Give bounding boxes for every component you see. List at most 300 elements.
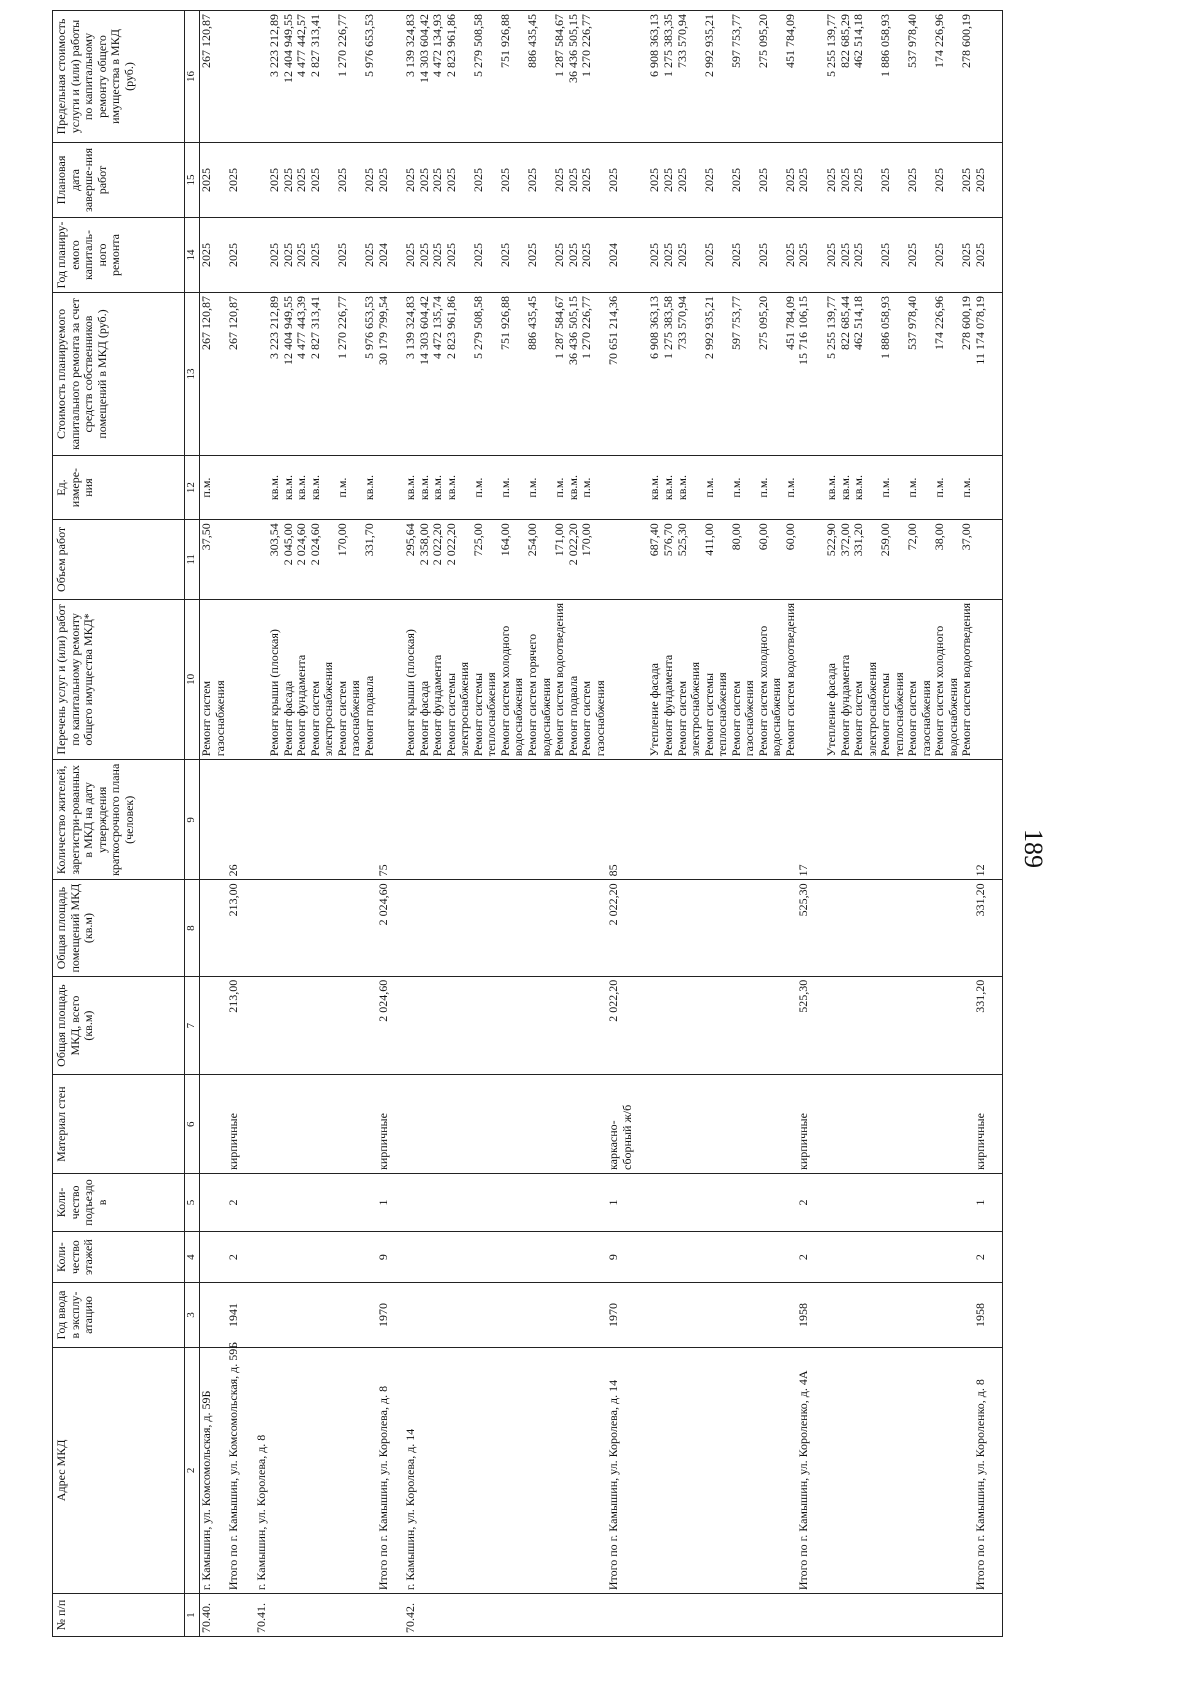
table-row	[499, 11, 526, 1637]
cell-col-4	[757, 1231, 784, 1282]
table-row	[295, 11, 309, 1637]
cell-col-16: 5 255 139,77	[825, 11, 839, 143]
cell-col-12: кв.м.	[676, 455, 703, 519]
cell-col-5: 1	[974, 1174, 988, 1232]
cell-col-3: 1958	[974, 1283, 988, 1347]
cell-col-7	[988, 976, 1003, 1075]
cell-col-2	[336, 1347, 363, 1594]
cell-col-12	[255, 455, 269, 519]
cell-col-8	[336, 880, 363, 976]
cell-col-12: п.м.	[580, 455, 607, 519]
cell-col-4	[282, 1231, 296, 1282]
cell-col-12: п.м.	[784, 455, 798, 519]
cell-col-13: 2 992 935,21	[703, 293, 730, 456]
cell-col-3	[553, 1283, 567, 1347]
cell-col-6	[852, 1075, 879, 1174]
table-row	[363, 11, 377, 1637]
cell-col-1	[730, 1594, 757, 1637]
cell-col-7: 331,20	[974, 976, 988, 1075]
cell-col-5	[282, 1174, 296, 1232]
cell-col-14	[811, 218, 825, 293]
cell-col-4	[255, 1231, 269, 1282]
cell-col-7: 2 022,20	[607, 976, 634, 1075]
table-row	[431, 11, 445, 1637]
spacer-row	[811, 11, 825, 1637]
cell-col-15: 2025	[676, 142, 703, 217]
cell-col-7	[703, 976, 730, 1075]
cell-col-1	[607, 1594, 634, 1637]
cell-col-10: Ремонт систем газоснабжения	[730, 599, 757, 760]
cell-col-5	[906, 1174, 933, 1232]
cell-col-8: 331,20	[974, 880, 988, 976]
cell-col-14: 2025	[363, 218, 377, 293]
cell-col-5	[309, 1174, 336, 1232]
cell-col-6	[879, 1075, 906, 1174]
cell-col-6	[282, 1075, 296, 1174]
cell-col-16: 1 287 584,67	[553, 11, 567, 143]
cell-col-12: п.м.	[703, 455, 730, 519]
cell-col-7	[567, 976, 581, 1075]
cell-col-16: 3 139 324,83	[404, 11, 418, 143]
cell-col-16: 36 436 505,15	[567, 11, 581, 143]
column-header-10: Перечень услуг и (или) работ по капитальному ремонту общего имущества МКД*	[53, 599, 185, 760]
cell-col-7: 525,30	[797, 976, 811, 1075]
cell-col-14: 2025	[825, 218, 839, 293]
cell-col-16	[390, 11, 404, 143]
cell-col-7	[960, 976, 974, 1075]
cell-col-1: 70.42.	[404, 1594, 418, 1637]
table-row	[797, 11, 811, 1637]
cell-col-3	[268, 1283, 282, 1347]
cell-col-8	[268, 880, 282, 976]
table-row	[648, 11, 662, 1637]
cell-col-4: 2	[974, 1231, 988, 1282]
cell-col-10	[988, 599, 1003, 760]
cell-col-7	[200, 976, 228, 1075]
cell-col-12	[634, 455, 648, 519]
cell-col-8	[472, 880, 499, 976]
cell-col-8	[499, 880, 526, 976]
cell-col-2: Итого по г. Камышин, ул. Королева, д. 8	[377, 1347, 391, 1594]
cell-col-12: кв.м.	[662, 455, 676, 519]
cell-col-7	[906, 976, 933, 1075]
cell-col-1	[241, 1594, 255, 1637]
cell-col-6: кирпичные	[974, 1075, 988, 1174]
cell-col-6	[988, 1075, 1003, 1174]
cell-col-2: Итого по г. Камышин, ул. Королева, д. 14	[607, 1347, 634, 1594]
cell-col-16: 275 095,20	[757, 11, 784, 143]
cell-col-15: 2025	[730, 142, 757, 217]
cell-col-5: 2	[227, 1174, 241, 1232]
cell-col-11: 2 024,60	[309, 520, 336, 599]
cell-col-7	[282, 976, 296, 1075]
cell-col-3	[363, 1283, 377, 1347]
cell-col-5	[634, 1174, 648, 1232]
cell-col-14: 2025	[295, 218, 309, 293]
cell-col-9	[418, 760, 432, 880]
column-number-4: 4	[185, 1231, 200, 1282]
cell-col-10: Утепление фасада	[648, 599, 662, 760]
cell-col-14: 2025	[553, 218, 567, 293]
cell-col-7	[553, 976, 567, 1075]
cell-col-1	[499, 1594, 526, 1637]
cell-col-7	[648, 976, 662, 1075]
cell-col-15: 2025	[797, 142, 811, 217]
table-row	[445, 11, 472, 1637]
cell-col-7	[336, 976, 363, 1075]
cell-col-2	[499, 1347, 526, 1594]
cell-col-8	[309, 880, 336, 976]
cell-col-9: 12	[974, 760, 988, 880]
cell-col-5	[200, 1174, 228, 1232]
cell-col-14	[390, 218, 404, 293]
cell-col-2	[431, 1347, 445, 1594]
cell-col-4: 9	[607, 1231, 634, 1282]
cell-col-1	[906, 1594, 933, 1637]
cell-col-2	[390, 1347, 404, 1594]
cell-col-9: 85	[607, 760, 634, 880]
cell-col-5	[241, 1174, 255, 1232]
cell-col-6	[811, 1075, 825, 1174]
cell-col-16: 2 992 935,21	[703, 11, 730, 143]
cell-col-4	[580, 1231, 607, 1282]
cell-col-4	[445, 1231, 472, 1282]
table-row	[933, 11, 960, 1637]
cell-col-6	[390, 1075, 404, 1174]
cell-col-5	[268, 1174, 282, 1232]
cell-col-3	[445, 1283, 472, 1347]
cell-col-8	[730, 880, 757, 976]
cell-col-2: Итого по г. Камышин, ул. Короленко, д. 8	[974, 1347, 988, 1594]
cell-col-1	[634, 1594, 648, 1637]
cell-col-9	[960, 760, 974, 880]
cell-col-9	[200, 760, 228, 880]
cell-col-13	[811, 293, 825, 456]
cell-col-1	[418, 1594, 432, 1637]
cell-col-8	[906, 880, 933, 976]
cell-col-14	[634, 218, 648, 293]
cell-col-7	[676, 976, 703, 1075]
cell-col-3: 1970	[377, 1283, 391, 1347]
cell-col-4	[241, 1231, 255, 1282]
column-number-1: 1	[185, 1594, 200, 1637]
cell-col-9	[988, 760, 1003, 880]
cell-col-5	[988, 1174, 1003, 1232]
cell-col-3	[309, 1283, 336, 1347]
cell-col-15: 2025	[472, 142, 499, 217]
cell-col-13: 597 753,77	[730, 293, 757, 456]
cell-col-10: Ремонт системы теплоснабжения	[879, 599, 906, 760]
cell-col-6	[648, 1075, 662, 1174]
cell-col-5	[336, 1174, 363, 1232]
cell-col-5	[784, 1174, 798, 1232]
cell-col-3	[255, 1283, 269, 1347]
cell-col-9	[852, 760, 879, 880]
cell-col-16	[241, 11, 255, 143]
cell-col-14	[241, 218, 255, 293]
cell-col-4	[295, 1231, 309, 1282]
cell-col-6	[336, 1075, 363, 1174]
cell-col-5	[933, 1174, 960, 1232]
cell-col-9	[499, 760, 526, 880]
cell-col-15: 2025	[499, 142, 526, 217]
column-header-14: Год планиру-емого капиталь-ного ремонта	[53, 218, 185, 293]
cell-col-6	[906, 1075, 933, 1174]
cell-col-2	[295, 1347, 309, 1594]
cell-col-14: 2025	[703, 218, 730, 293]
spacer-row	[634, 11, 648, 1637]
cell-col-14: 2025	[445, 218, 472, 293]
cell-col-8	[404, 880, 418, 976]
cell-col-7	[825, 976, 839, 1075]
cell-col-2	[852, 1347, 879, 1594]
cell-col-2: Итого по г. Камышин, ул. Короленко, д. 4А	[797, 1347, 811, 1594]
table-row	[825, 11, 839, 1637]
cell-col-14: 2025	[757, 218, 784, 293]
cell-col-11: 411,00	[703, 520, 730, 599]
cell-col-6	[567, 1075, 581, 1174]
cell-col-5	[839, 1174, 853, 1232]
cell-col-10: Ремонт систем электроснабжения	[676, 599, 703, 760]
spacer-row	[390, 11, 404, 1637]
cell-col-8	[295, 880, 309, 976]
cell-col-16: 1 275 383,35	[662, 11, 676, 143]
cell-col-14: 2025	[567, 218, 581, 293]
cell-col-15: 2025	[879, 142, 906, 217]
cell-col-14: 2024	[607, 218, 634, 293]
table-row	[607, 11, 634, 1637]
cell-col-3	[634, 1283, 648, 1347]
column-header-13: Стоимость планируемого капитального ремонта за счет средств собственников помещений в МКД (руб.)	[53, 293, 185, 456]
cell-col-5	[852, 1174, 879, 1232]
cell-col-14: 2025	[648, 218, 662, 293]
cell-col-5	[445, 1174, 472, 1232]
cell-col-13	[255, 293, 269, 456]
cell-col-16: 3 223 212,89	[268, 11, 282, 143]
cell-col-3	[200, 1283, 228, 1347]
cell-col-10: Ремонт фасада	[418, 599, 432, 760]
cell-col-14: 2025	[784, 218, 798, 293]
cell-col-9	[309, 760, 336, 880]
spacer-row	[241, 11, 255, 1637]
cell-col-15: 2025	[757, 142, 784, 217]
cell-col-3	[960, 1283, 974, 1347]
cell-col-16: 597 753,77	[730, 11, 757, 143]
cell-col-10: Ремонт фасада	[282, 599, 296, 760]
cell-col-12: кв.м.	[282, 455, 296, 519]
cell-col-8	[703, 880, 730, 976]
cell-col-6	[268, 1075, 282, 1174]
cell-col-3	[336, 1283, 363, 1347]
cell-col-9	[404, 760, 418, 880]
cell-col-10: Ремонт системы теплоснабжения	[472, 599, 499, 760]
cell-col-14: 2025	[309, 218, 336, 293]
table-row	[662, 11, 676, 1637]
cell-col-10	[241, 599, 255, 760]
cell-col-15: 2025	[648, 142, 662, 217]
cell-col-8	[431, 880, 445, 976]
cell-col-10	[227, 599, 241, 760]
cell-col-3	[730, 1283, 757, 1347]
column-header-3: Год ввода в эксплу-атацию	[53, 1283, 185, 1347]
cell-col-9	[662, 760, 676, 880]
cell-col-15: 2025	[839, 142, 853, 217]
cell-col-11: 60,00	[757, 520, 784, 599]
cell-col-3	[676, 1283, 703, 1347]
cell-col-3	[390, 1283, 404, 1347]
cell-col-14: 2025	[282, 218, 296, 293]
cell-col-15: 2025	[852, 142, 879, 217]
cell-col-14: 2025	[906, 218, 933, 293]
cell-col-9	[730, 760, 757, 880]
cell-col-8	[390, 880, 404, 976]
cell-col-12: п.м.	[499, 455, 526, 519]
cell-col-11	[377, 520, 391, 599]
cell-col-13: 267 120,87	[200, 293, 228, 456]
cell-col-1	[662, 1594, 676, 1637]
cell-col-9	[268, 760, 282, 880]
cell-col-16: 174 226,96	[933, 11, 960, 143]
cell-col-2	[662, 1347, 676, 1594]
cell-col-9	[282, 760, 296, 880]
cell-col-13: 15 716 106,15	[797, 293, 811, 456]
cell-col-1: 70.41.	[255, 1594, 269, 1637]
cell-col-3	[418, 1283, 432, 1347]
cell-col-10: Ремонт системы теплоснабжения	[703, 599, 730, 760]
cell-col-13: 5 279 508,58	[472, 293, 499, 456]
cell-col-13: 886 435,45	[526, 293, 553, 456]
cell-col-6	[825, 1075, 839, 1174]
cell-col-9	[567, 760, 581, 880]
cell-col-13: 751 926,88	[499, 293, 526, 456]
cell-col-10: Ремонт фундамента	[839, 599, 853, 760]
cell-col-4	[418, 1231, 432, 1282]
cell-col-8	[553, 880, 567, 976]
cell-col-6: кирпичные	[377, 1075, 391, 1174]
cell-col-5	[730, 1174, 757, 1232]
cell-col-6	[309, 1075, 336, 1174]
cell-col-10: Ремонт фундамента	[431, 599, 445, 760]
cell-col-12: п.м.	[730, 455, 757, 519]
cell-col-12: п.м.	[553, 455, 567, 519]
cell-col-1	[974, 1594, 988, 1637]
cell-col-16: 14 303 604,42	[418, 11, 432, 143]
table-row	[268, 11, 282, 1637]
cell-col-13: 451 784,09	[784, 293, 798, 456]
cell-col-12	[797, 455, 811, 519]
cell-col-1	[988, 1594, 1003, 1637]
cell-col-16: 4 472 134,93	[431, 11, 445, 143]
cell-col-4	[431, 1231, 445, 1282]
cell-col-11: 164,00	[499, 520, 526, 599]
cell-col-7	[852, 976, 879, 1075]
cell-col-13	[390, 293, 404, 456]
cell-col-13: 4 477 443,39	[295, 293, 309, 456]
cell-col-9	[553, 760, 567, 880]
cell-col-1	[811, 1594, 825, 1637]
cell-col-9	[580, 760, 607, 880]
cell-col-2	[472, 1347, 499, 1594]
column-number-3: 3	[185, 1283, 200, 1347]
cell-col-4	[933, 1231, 960, 1282]
column-header-7: Общая площадь МКД, всего (кв.м)	[53, 976, 185, 1075]
cell-col-7	[445, 976, 472, 1075]
cell-col-13: 1 886 058,93	[879, 293, 906, 456]
cell-col-10: Ремонт систем газоснабжения	[580, 599, 607, 760]
cell-col-7	[811, 976, 825, 1075]
cell-col-5	[295, 1174, 309, 1232]
cell-col-12	[974, 455, 988, 519]
cell-col-4	[676, 1231, 703, 1282]
cell-col-3	[906, 1283, 933, 1347]
table-row	[309, 11, 336, 1637]
cell-col-6	[295, 1075, 309, 1174]
cell-col-6	[472, 1075, 499, 1174]
cell-col-2	[526, 1347, 553, 1594]
cell-col-15: 2025	[445, 142, 472, 217]
cell-col-7	[839, 976, 853, 1075]
cell-col-3	[784, 1283, 798, 1347]
cell-col-14: 2024	[377, 218, 391, 293]
cell-col-9	[703, 760, 730, 880]
cell-col-1	[363, 1594, 377, 1637]
cell-col-13: 4 472 135,74	[431, 293, 445, 456]
cell-col-14: 2025	[499, 218, 526, 293]
cell-col-15: 2025	[200, 142, 228, 217]
cell-col-9: 75	[377, 760, 391, 880]
cell-col-3	[472, 1283, 499, 1347]
cell-col-11: 687,40	[648, 520, 662, 599]
cell-col-16	[607, 11, 634, 143]
cell-col-14: 2025	[960, 218, 974, 293]
cell-col-3	[988, 1283, 1003, 1347]
cell-col-16: 751 926,88	[499, 11, 526, 143]
cell-col-7	[255, 976, 269, 1075]
cell-col-9	[757, 760, 784, 880]
cell-col-7: 213,00	[227, 976, 241, 1075]
cell-col-16	[227, 11, 241, 143]
cell-col-15: 2025	[282, 142, 296, 217]
cell-col-2	[241, 1347, 255, 1594]
cell-col-2: г. Камышин, ул. Комсомольская, д. 59Б	[200, 1347, 228, 1594]
cell-col-4	[730, 1231, 757, 1282]
cell-col-2	[268, 1347, 282, 1594]
cell-col-9	[390, 760, 404, 880]
column-header-15: Плановая дата заверше-ния работ	[53, 142, 185, 217]
cell-col-3	[811, 1283, 825, 1347]
cell-col-2	[906, 1347, 933, 1594]
cell-col-13: 278 600,19	[960, 293, 974, 456]
cell-col-4	[852, 1231, 879, 1282]
cell-col-5	[255, 1174, 269, 1232]
cell-col-15: 2025	[906, 142, 933, 217]
cell-col-4	[499, 1231, 526, 1282]
cell-col-9	[906, 760, 933, 880]
cell-col-14: 2025	[933, 218, 960, 293]
cell-col-6	[757, 1075, 784, 1174]
cell-col-2	[282, 1347, 296, 1594]
cell-col-3	[499, 1283, 526, 1347]
cell-col-7	[730, 976, 757, 1075]
cell-col-9	[295, 760, 309, 880]
cell-col-4: 2	[227, 1231, 241, 1282]
cell-col-14: 2025	[797, 218, 811, 293]
cell-col-12: кв.м.	[567, 455, 581, 519]
cell-col-12: кв.м.	[295, 455, 309, 519]
cell-col-5	[662, 1174, 676, 1232]
cell-col-9	[526, 760, 553, 880]
cell-col-14: 2025	[662, 218, 676, 293]
